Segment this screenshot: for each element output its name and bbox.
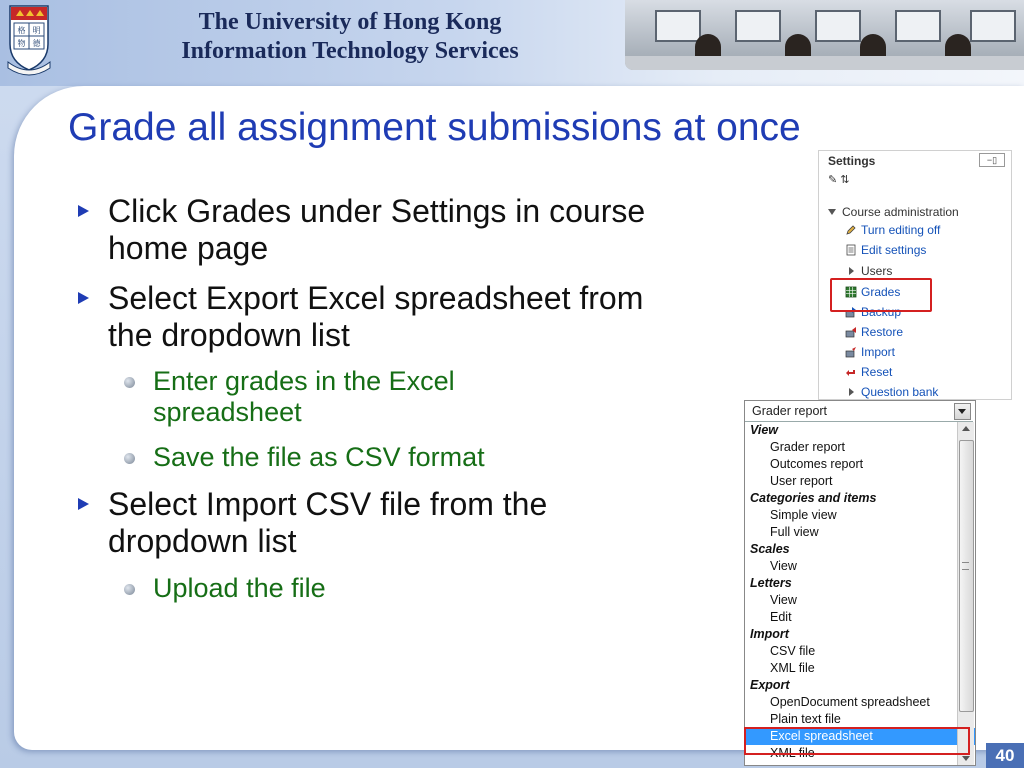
block-tools bbox=[828, 173, 850, 186]
report-select[interactable] bbox=[745, 401, 973, 422]
bullet-text: Select Import CSV file from the dropdown list bbox=[108, 486, 548, 559]
settings-item-import[interactable] bbox=[845, 343, 895, 362]
course-administration-node[interactable] bbox=[828, 205, 959, 219]
option-letters-edit[interactable]: Edit bbox=[770, 610, 792, 624]
university-name: The University of Hong Kong bbox=[198, 9, 502, 35]
pencil-icon bbox=[845, 224, 857, 236]
expand-arrow-icon bbox=[845, 265, 857, 277]
settings-item-label: Turn editing off bbox=[861, 223, 941, 237]
settings-block bbox=[818, 150, 1012, 400]
option-group-view: View bbox=[750, 423, 779, 437]
grades-highlight-box bbox=[830, 278, 932, 312]
grader-report-dropdown[interactable] bbox=[744, 400, 976, 766]
report-select-value: Grader report bbox=[752, 404, 828, 418]
scroll-grip-icon bbox=[962, 562, 969, 570]
settings-item-label: Grades bbox=[861, 285, 901, 299]
bullet-item bbox=[78, 280, 678, 354]
scroll-up-icon[interactable] bbox=[962, 426, 970, 431]
header-title bbox=[100, 8, 600, 66]
settings-item-edit-settings[interactable] bbox=[845, 241, 926, 260]
option-export-excel-spreadsheet[interactable]: Excel spreadsheet bbox=[745, 728, 976, 745]
dropdown-option-list bbox=[745, 422, 957, 765]
option-group-export: Export bbox=[750, 678, 790, 692]
sub-bullet-text: Upload the file bbox=[153, 573, 326, 603]
sub-bullet-item bbox=[124, 573, 594, 604]
hku-crest-icon bbox=[6, 4, 52, 78]
header-photo bbox=[625, 0, 1024, 70]
option-group-categories-and-items: Categories and items bbox=[750, 491, 877, 505]
import-icon bbox=[845, 346, 857, 358]
dropdown-arrow-icon[interactable] bbox=[954, 403, 971, 420]
sub-bullet-dot-icon bbox=[124, 584, 135, 595]
document-icon bbox=[845, 244, 857, 256]
settings-item-label: Users bbox=[861, 264, 893, 278]
option-export-opendocument[interactable]: OpenDocument spreadsheet bbox=[770, 695, 930, 709]
crest-char: 德 bbox=[32, 39, 41, 48]
bullet-arrow-icon bbox=[78, 205, 89, 217]
move-icon[interactable]: ⇅ bbox=[840, 174, 850, 186]
settings-block-title: Settings bbox=[828, 154, 876, 168]
settings-item-restore[interactable] bbox=[845, 323, 903, 342]
option-export-xml-file[interactable]: XML file bbox=[770, 746, 815, 760]
dock-block-icon[interactable]: −▯ bbox=[979, 153, 1005, 167]
scrollbar-thumb[interactable] bbox=[959, 440, 974, 712]
bullet-item bbox=[78, 486, 678, 560]
option-grader-report[interactable]: Grader report bbox=[770, 440, 846, 454]
settings-item-reset[interactable] bbox=[845, 363, 892, 382]
restore-icon bbox=[845, 326, 857, 338]
option-full-view[interactable]: Full view bbox=[770, 525, 819, 539]
option-outcomes-report[interactable]: Outcomes report bbox=[770, 457, 864, 471]
department-name: Information Technology Services bbox=[181, 38, 519, 64]
sub-bullet-dot-icon bbox=[124, 453, 135, 464]
sub-bullet-text: Enter grades in the Excel spreadsheet bbox=[153, 366, 455, 427]
excel-highlight-box bbox=[744, 727, 970, 755]
settings-item-label: Restore bbox=[861, 325, 904, 339]
option-group-import: Import bbox=[750, 627, 789, 641]
settings-item-turn-editing-off[interactable] bbox=[845, 221, 940, 240]
edit-icon[interactable]: ✎ bbox=[828, 174, 838, 186]
option-letters-view[interactable]: View bbox=[770, 593, 797, 607]
settings-item-label: Import bbox=[861, 345, 896, 359]
bullet-text: Click Grades under Settings in course home page bbox=[108, 193, 646, 266]
slide-title: Grade all assignment submissions at once bbox=[68, 106, 801, 149]
crest-char: 明 bbox=[32, 26, 41, 35]
course-administration-label: Course administration bbox=[842, 205, 959, 219]
bullet-arrow-icon bbox=[78, 498, 89, 510]
sub-bullet-item bbox=[124, 442, 594, 473]
settings-item-label: Backup bbox=[861, 305, 902, 319]
dropdown-scrollbar[interactable] bbox=[957, 422, 974, 765]
option-group-letters: Letters bbox=[750, 576, 792, 590]
option-scales-view[interactable]: View bbox=[770, 559, 797, 573]
sub-bullet-text: Save the file as CSV format bbox=[153, 442, 485, 472]
settings-item-label: Reset bbox=[861, 365, 893, 379]
settings-item-label: Edit settings bbox=[861, 243, 927, 257]
settings-item-question-bank[interactable] bbox=[845, 383, 938, 400]
crest-char: 物 bbox=[17, 39, 26, 48]
bullet-arrow-icon bbox=[78, 292, 89, 304]
bullet-item bbox=[78, 193, 678, 267]
settings-item-label: Question bank bbox=[861, 385, 939, 399]
crest-char: 格 bbox=[17, 26, 26, 35]
sub-bullet-dot-icon bbox=[124, 377, 135, 388]
option-export-plain-text[interactable]: Plain text file bbox=[770, 712, 841, 726]
option-simple-view[interactable]: Simple view bbox=[770, 508, 837, 522]
reset-arrow-icon bbox=[845, 366, 857, 378]
option-import-csv-file[interactable]: CSV file bbox=[770, 644, 816, 658]
expand-arrow-icon bbox=[845, 386, 857, 398]
option-import-xml-file[interactable]: XML file bbox=[770, 661, 815, 675]
option-user-report[interactable]: User report bbox=[770, 474, 833, 488]
option-group-scales: Scales bbox=[750, 542, 790, 556]
sub-bullet-item bbox=[124, 366, 594, 428]
scroll-down-icon[interactable] bbox=[962, 756, 970, 761]
collapse-arrow-icon bbox=[828, 209, 836, 215]
bullet-text: Select Export Excel spreadsheet from the dropdown list bbox=[108, 280, 644, 353]
page-number: 40 bbox=[986, 743, 1024, 768]
